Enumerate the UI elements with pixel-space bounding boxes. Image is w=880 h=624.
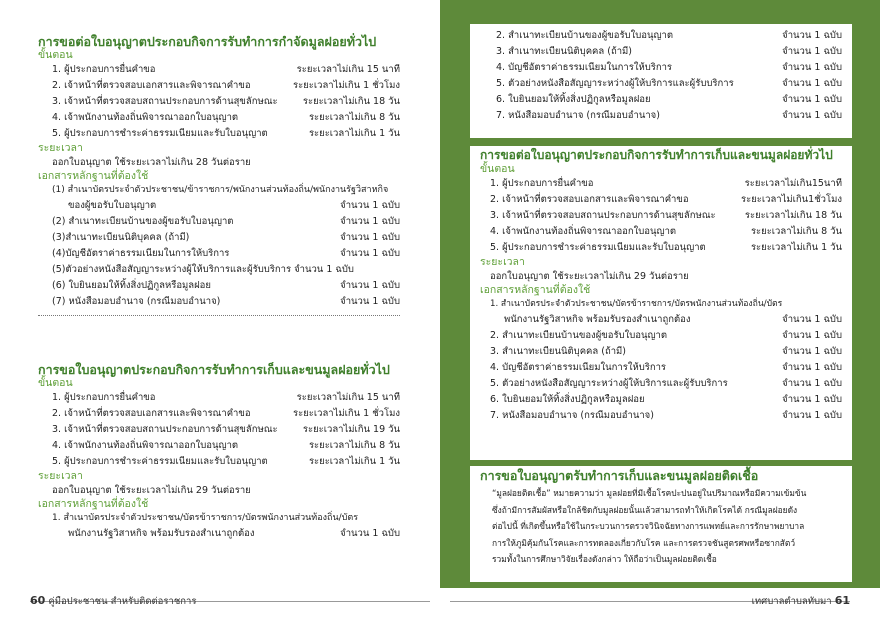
documents-list (480, 28, 842, 124)
list-item: 4. เจ้าพนักงานท้องถิ่นพิจารณาออกใบอนุญาต ระยะเวลาไม่เกิน 8 วัน (52, 112, 400, 123)
list-item: 4. บัญชีอัตราค่าธรรมเนียมในการให้บริการ จำนวน 1 ฉบับ (490, 362, 842, 373)
documents-label: เอกสารหลักฐานที่ต้องใช้ (480, 284, 591, 296)
footer-text: คู่มือประชาชน สำหรับติดต่อราชการ (48, 596, 197, 607)
list-item: 6. ใบยินยอมให้ทิ้งสิ่งปฏิกูลหรือมูลฝอย จำนวน 1 ฉบับ (490, 394, 842, 405)
list-item: 3. สำเนาทะเบียนนิติบุคคล (ถ้ามี) จำนวน 1 ฉบับ (490, 346, 842, 357)
paragraph-line: ต่อไปนี้ ที่เกิดขึ้นหรือใช้ในกระบวนการตรวจวินิจฉัยทางการแพทย์และการรักษาพยาบาล (492, 521, 805, 531)
paragraph-line: การให้ภูมิคุ้มกันโรคและการทดลองเกี่ยวกับโรค และการตรวจชันสูตรศพหรือซากสัตว์ (492, 537, 796, 548)
list-item: (7) หนังสือมอบอำนาจ (กรณีมอบอำนาจ) จำนวน 1 ฉบับ (52, 296, 400, 307)
list-item: 1. สำเนาบัตรประจำตัวประชาชน/บัตรข้าราชการ/บัตรพนักงานส่วนท้องถิ่น/บัตร (490, 299, 783, 309)
list-item: 3. เจ้าหน้าที่ตรวจสอบสถานประกอบการด้านสุขลักษณะ ระยะเวลาไม่เกิน 19 วัน (52, 424, 400, 435)
definition-paragraph (480, 485, 842, 568)
list-item: 1. ผู้ประกอบการยื่นคำขอ ระยะเวลาไม่เกิน15นาที (490, 178, 842, 189)
duration-label: ระยะเวลา (480, 256, 525, 268)
steps-list (38, 390, 400, 470)
list-item: 7. หนังสือมอบอำนาจ (กรณีมอบอำนาจ) จำนวน 1 ฉบับ (490, 410, 842, 421)
paragraph-line: ซึ่งถ้ามีการสัมผัสหรือใกล้ชิดกับมูลฝอยนั้นแล้วสามารถทำให้เกิดโรคได้ กรณีมูลฝอยดัง (492, 504, 798, 515)
list-item: 5. ตัวอย่างหนังสือสัญญาระหว่างผู้ให้บริการและผู้รับบริการ จำนวน 1 ฉบับ (496, 78, 842, 89)
documents-list (480, 297, 842, 424)
duration-text: ออกใบอนุญาต ใช้ระยะเวลาไม่เกิน 29 วันต่อราย (52, 485, 251, 496)
list-item: 3. สำเนาทะเบียนนิติบุคคล (ถ้ามี) จำนวน 1 ฉบับ (496, 46, 842, 57)
list-item: 6. ใบยินยอมให้ทิ้งสิ่งปฏิกูลหรือมูลฝอย จำนวน 1 ฉบับ (496, 94, 842, 105)
list-item: 5. ผู้ประกอบการชำระค่าธรรมเนียมและรับใบอนุญาต ระยะเวลาไม่เกิน 1 วัน (52, 456, 400, 467)
list-item: 4. เจ้าพนักงานท้องถิ่นพิจารณาออกใบอนุญาต ระยะเวลาไม่เกิน 8 วัน (52, 440, 400, 451)
steps-label: ขั้นตอน (38, 49, 73, 61)
list-item: (3)สำเนาทะเบียนนิติบุคคล (ถ้ามี) จำนวน 1 ฉบับ (52, 232, 400, 243)
list-item: 1. สำเนาบัตรประจำตัวประชาชน/บัตรข้าราชการ/บัตรพนักงานส่วนท้องถิ่น/บัตร (52, 513, 359, 523)
footer-text: เทศบาลตำบลทับมา (751, 596, 832, 607)
section-renewal-collection (470, 146, 852, 460)
section-renewal-disposal (38, 34, 400, 321)
list-item: (4)บัญชีอัตราค่าธรรมเนียมในการให้บริการ จำนวน 1 ฉบับ (52, 248, 400, 259)
list-item: 2. สำเนาทะเบียนบ้านของผู้ขอรับใบอนุญาต จำนวน 1 ฉบับ (496, 30, 842, 41)
duration-label: ระยะเวลา (38, 142, 83, 154)
list-item: (1) สำเนาบัตรประจำตัวประชาชน/ข้าราชการ/พนักงานส่วนท้องถิ่น/พนักงานรัฐวิสาหกิจ (52, 185, 389, 195)
documents-list (38, 511, 400, 542)
page-footer-left (30, 594, 196, 609)
section-infectious-waste (470, 466, 852, 582)
list-item: 3. เจ้าหน้าที่ตรวจสอบสถานประกอบการด้านสุขลักษณะ ระยะเวลาไม่เกิน 18 วัน (490, 210, 842, 221)
list-item: (6) ใบยินยอมให้ทิ้งสิ่งปฏิกูลหรือมูลฝอย จำนวน 1 ฉบับ (52, 280, 400, 291)
page-number: 61 (834, 594, 850, 607)
steps-label: ขั้นตอน (480, 163, 515, 175)
duration-label: ระยะเวลา (38, 470, 83, 482)
list-item: 5. ผู้ประกอบการชำระค่าธรรมเนียมและรับใบอนุญาต ระยะเวลาไม่เกิน 1 วัน (490, 242, 842, 253)
list-item: 1. ผู้ประกอบการยื่นคำขอ ระยะเวลาไม่เกิน 15 นาที (52, 392, 400, 403)
list-item: 1. ผู้ประกอบการยื่นคำขอ ระยะเวลาไม่เกิน 15 นาที (52, 64, 400, 75)
page-number: 60 (30, 594, 46, 607)
list-item: 2. เจ้าหน้าที่ตรวจสอบเอกสารและพิจารณาคำขอ ระยะเวลาไม่เกิน 1 ชั่วโมง (52, 80, 400, 91)
section-title: การขอต่อใบอนุญาตประกอบกิจการรับทำการกำจัดมูลฝอยทั่วไป (38, 34, 377, 49)
documents-label: เอกสารหลักฐานที่ต้องใช้ (38, 498, 149, 510)
list-item: 2. สำเนาทะเบียนบ้านของผู้ขอรับใบอนุญาต จำนวน 1 ฉบับ (490, 330, 842, 341)
duration-text: ออกใบอนุญาต ใช้ระยะเวลาไม่เกิน 29 วันต่อราย (490, 271, 689, 282)
divider (38, 315, 400, 316)
list-item: พนักงานรัฐวิสาหกิจ พร้อมรับรองสำเนาถูกต้อง จำนวน 1 ฉบับ (68, 528, 400, 539)
list-item: 5. ตัวอย่างหนังสือสัญญาระหว่างผู้ให้บริการและผู้รับบริการ จำนวน 1 ฉบับ (490, 378, 842, 389)
duration-text: ออกใบอนุญาต ใช้ระยะเวลาไม่เกิน 28 วันต่อราย (52, 157, 251, 168)
steps-list (480, 176, 842, 256)
list-item: พนักงานรัฐวิสาหกิจ พร้อมรับรองสำเนาถูกต้อง จำนวน 1 ฉบับ (504, 314, 842, 325)
section-title: การขอใบอนุญาตรับทำการเก็บและขนมูลฝอยติดเชื้อ (480, 468, 759, 483)
list-item: 5. ผู้ประกอบการชำระค่าธรรมเนียมและรับใบอนุญาต ระยะเวลาไม่เกิน 1 วัน (52, 128, 400, 139)
documents-list (38, 183, 400, 310)
list-item: 4. บัญชีอัตราค่าธรรมเนียมในการให้บริการ จำนวน 1 ฉบับ (496, 62, 842, 73)
section-title: การขอใบอนุญาตประกอบกิจการรับทำการเก็บและขนมูลฝอยทั่วไป (38, 362, 390, 377)
steps-list (38, 62, 400, 142)
list-item: (2) สำเนาทะเบียนบ้านของผู้ขอรับใบอนุญาต จำนวน 1 ฉบับ (52, 216, 400, 227)
steps-label: ขั้นตอน (38, 377, 73, 389)
list-item: ของผู้ขอรับใบอนุญาต จำนวน 1 ฉบับ (68, 200, 400, 211)
list-item: (5)ตัวอย่างหนังสือสัญญาระหว่างผู้ให้บริการและผู้รับบริการ จำนวน 1 ฉบับ (52, 264, 354, 275)
paragraph-line: รวมทั้งในการศึกษาวิจัยเรื่องดังกล่าว ให้ถือว่าเป็นมูลฝอยติดเชื้อ (492, 554, 717, 564)
paragraph-line: “มูลฝอยติดเชื้อ” หมายความว่า มูลฝอยที่มีเชื้อโรคปะปนอยู่ในปริมาณหรือมีความเข้มข้น (492, 488, 807, 498)
continued-documents-panel (470, 24, 852, 138)
list-item: 2. เจ้าหน้าที่ตรวจสอบเอกสารและพิจารณาคำขอ ระยะเวลาไม่เกิน1ชั่วโมง (490, 194, 842, 205)
section-collection-license (38, 362, 400, 542)
list-item: 7. หนังสือมอบอำนาจ (กรณีมอบอำนาจ) จำนวน 1 ฉบับ (496, 110, 842, 121)
list-item: 4. เจ้าพนักงานท้องถิ่นพิจารณาออกใบอนุญาต ระยะเวลาไม่เกิน 8 วัน (490, 226, 842, 237)
section-title: การขอต่อใบอนุญาตประกอบกิจการรับทำการเก็บและขนมูลฝอยทั่วไป (480, 148, 833, 162)
list-item: 3. เจ้าหน้าที่ตรวจสอบสถานประกอบการด้านสุขลักษณะ ระยะเวลาไม่เกิน 18 วัน (52, 96, 400, 107)
list-item: 2. เจ้าหน้าที่ตรวจสอบเอกสารและพิจารณาคำขอ ระยะเวลาไม่เกิน 1 ชั่วโมง (52, 408, 400, 419)
page-footer-right (752, 594, 850, 609)
documents-label: เอกสารหลักฐานที่ต้องใช้ (38, 170, 149, 182)
